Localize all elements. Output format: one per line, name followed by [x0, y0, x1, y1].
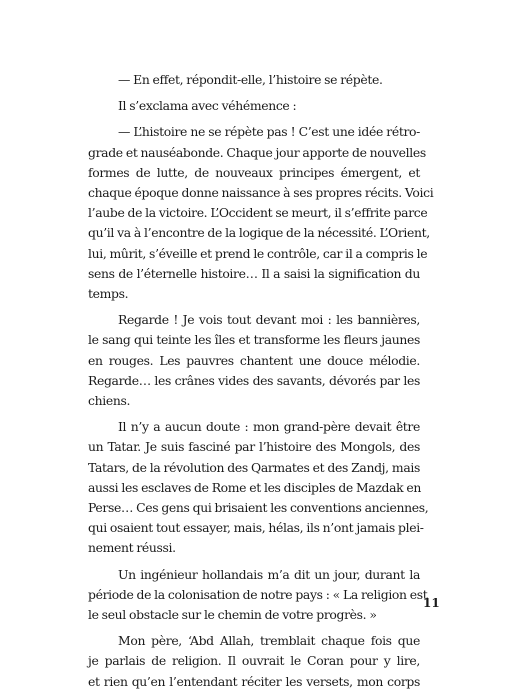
- text-line: Il n’y a aucun doute : mon grand-père devait être: [118, 419, 420, 435]
- text-line: temps.: [88, 286, 129, 302]
- text-line: grade et nauséabonde. Chaque jour apporte de nouvelles: [88, 144, 426, 160]
- paragraph-1: [88, 70, 420, 90]
- text-line: formes de lutte, de nouveaux principes émergent, et: [88, 164, 420, 180]
- text-line: qu’il va à l’encontre de la logique de la nécessité. L’Orient,: [88, 225, 430, 241]
- text-line: le seul obstacle sur le chemin de votre progrès. »: [88, 607, 377, 623]
- text-line: Regarde… les crânes vides des savants, dévorés par les: [88, 372, 420, 388]
- paragraph-7: [88, 631, 420, 692]
- text-line: aussi les esclaves de Rome et les disciples de Mazdak en: [88, 479, 422, 495]
- text-line: Tatars, de la révolution des Qarmates et des Zandj, mais: [88, 459, 420, 475]
- paragraph-3: [88, 122, 434, 304]
- text-line: Regarde ! Je vois tout devant moi : les bannières,: [118, 312, 420, 328]
- text-line: — En effet, répondit-elle, l’histoire se répète.: [118, 72, 383, 87]
- text-line: Mon père, ‘Abd Allah, tremblait chaque fois que: [118, 633, 420, 649]
- paragraph-4: [88, 310, 420, 411]
- text-line: je parlais de religion. Il ouvrait le Coran pour y lire,: [88, 653, 420, 669]
- text-line: nement réussi.: [88, 540, 176, 556]
- text-line: en rouges. Les pauvres chantent une douce mélodie.: [88, 352, 420, 368]
- text-line: chiens.: [88, 393, 131, 409]
- text-line: l’aube de la victoire. L’Occident se meurt, il s’effrite parce: [88, 205, 428, 221]
- paragraph-5: [88, 417, 429, 558]
- text-line: le sang qui teinte les îles et transforme les fleurs jaunes: [88, 332, 420, 348]
- text-line: lui, mûrit, s’éveille et prend le contrôle, car il a compris le: [88, 245, 428, 261]
- text-line: Perse… Ces gens qui brisaient les conventions anciennes,: [88, 500, 429, 516]
- text-line: un Tatar. Je suis fasciné par l’histoire des Mongols, des: [88, 439, 420, 455]
- text-line: — L’histoire ne se répète pas ! C’est une idée rétro-: [118, 124, 420, 140]
- page-number: 11: [423, 596, 440, 610]
- text-line: période de la colonisation de notre pays : « La religion est: [88, 586, 428, 602]
- text-line: qui osaient tout essayer, mais, hélas, ils n’ont jamais plei-: [88, 520, 424, 536]
- text-line: sens de l’éternelle histoire… Il a saisi la signification du: [88, 265, 420, 281]
- text-line: et rien qu’en l’entendant réciter les versets, mon corps: [88, 673, 420, 689]
- text-line: chaque époque donne naissance à ses propres récits. Voici: [88, 185, 434, 201]
- paragraph-6: [88, 565, 428, 626]
- text-line: Il s’exclama avec véhémence :: [118, 98, 297, 114]
- text-line: Un ingénieur hollandais m’a dit un jour, durant la: [118, 566, 420, 582]
- paragraph-2: [88, 96, 420, 116]
